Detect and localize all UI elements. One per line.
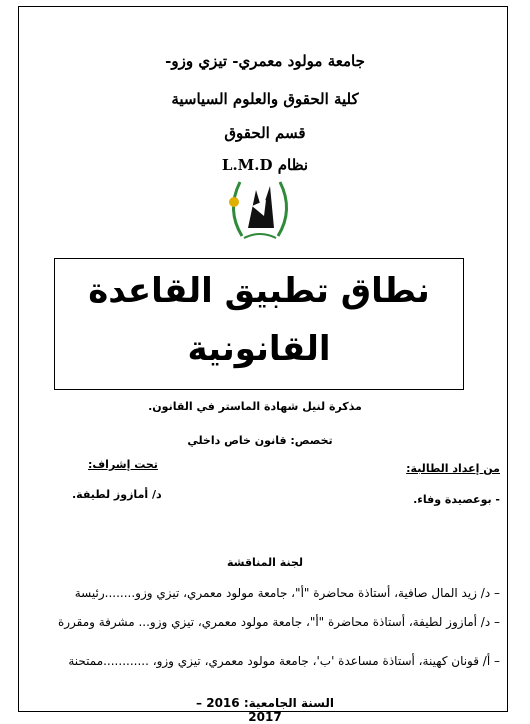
supervisor-label: تحت إشراف: [88,458,158,471]
academic-year-value: 2016 –2017 [196,696,282,724]
committee-member: – أ/ قونان كهينة، أستاذة مساعدة 'ب'، جامعة مولود معمري، تيزي وزو، ............ممتحنة [68,654,500,668]
university-name: جامعة مولود معمري- تيزي وزو- [165,52,365,70]
committee-title: لجنة المناقشة [226,556,303,569]
faculty-name: كلية الحقوق والعلوم السياسية [171,90,359,108]
committee-member: – د/ زيد المال صافية، أستاذة محاضرة "أ"، جامعة مولود معمري، تيزي وزو........رئيسة [74,586,500,600]
system-code: L.M.D [221,156,273,174]
supervisor-name: د/ أمازوز لطيفة. [72,488,162,501]
thesis-title-line2: القانونية [187,329,331,369]
student-name: - بوعصيدة وفاء. [413,493,500,506]
department-name: قسم الحقوق [224,124,306,142]
prepared-by-label: من إعداد الطالبة: [406,462,500,475]
university-logo [222,176,298,244]
specialization: تخصص: قانون خاص داخلي [187,434,333,447]
thesis-purpose: مذكرة لنيل شهادة الماستر في القانون. [148,400,362,413]
committee-member: – د/ أمازوز لطيفة، أستاذة محاضرة "أ"، جامعة مولود معمري، تيزي وزو... مشرفة ومقررة [57,615,500,629]
thesis-title-line1: نطاق تطبيق القاعدة [88,271,430,311]
academic-year-label: السنة الجامعية: [243,696,334,710]
system-word: نظام [277,156,309,174]
thesis-title-box [54,258,464,390]
system-line [0,156,530,174]
